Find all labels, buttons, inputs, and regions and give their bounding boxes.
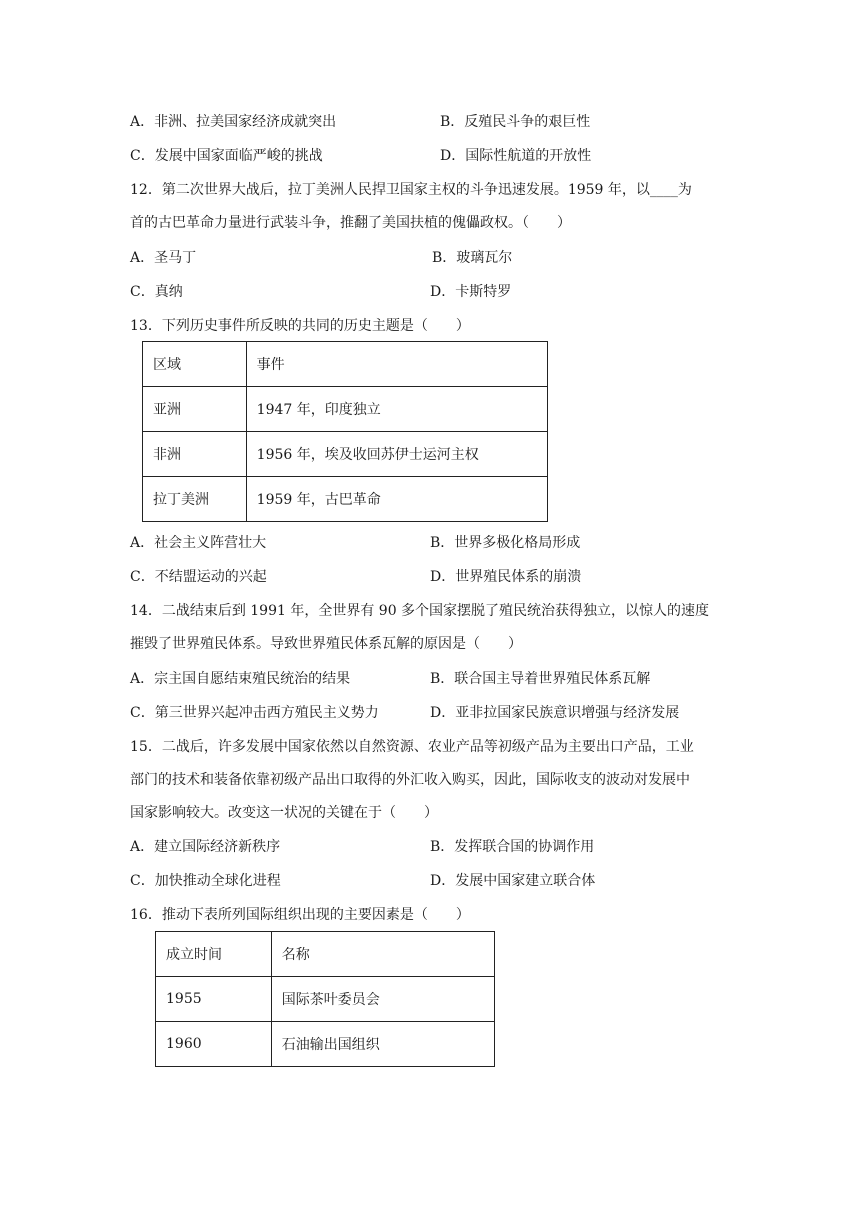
q14-stem-line-2: 摧毁了世界殖民体系。导致世界殖民体系瓦解的原因是（ ）	[130, 636, 522, 652]
q14-option-d[interactable]: D．亚非拉国家民族意识增强与经济发展	[430, 705, 680, 721]
option-letter: A	[130, 250, 141, 266]
q13-table	[142, 341, 548, 522]
option-letter: C	[130, 873, 141, 889]
option-text: 世界多极化格局形成	[454, 535, 581, 551]
table-header-cell: 区域	[143, 342, 247, 387]
table-cell: 1947 年，印度独立	[246, 387, 547, 432]
option-letter: C	[130, 284, 141, 300]
option-letter: D	[430, 873, 442, 889]
q11-option-a[interactable]: A．非洲、拉美国家经济成就突出	[130, 114, 337, 130]
q12-option-b[interactable]: B．玻璃瓦尔	[432, 250, 513, 266]
q15-option-a[interactable]: A．建立国际经济新秩序	[130, 839, 281, 855]
table-cell: 1959 年，古巴革命	[246, 477, 547, 522]
table-header-row	[156, 932, 495, 977]
q11-option-b[interactable]: B．反殖民斗争的艰巨性	[440, 114, 591, 130]
option-text: 真纳	[154, 284, 183, 300]
option-letter: D	[430, 705, 442, 721]
option-text: 世界殖民体系的崩溃	[455, 569, 582, 585]
option-text: 宗主国自愿结束殖民统治的结果	[154, 671, 351, 687]
table-cell: 1955	[156, 977, 272, 1022]
option-letter: C	[130, 705, 141, 721]
q13-option-a[interactable]: A．社会主义阵营壮大	[130, 535, 267, 551]
option-letter: A	[130, 535, 141, 551]
option-letter: B	[440, 114, 451, 130]
option-text: 亚非拉国家民族意识增强与经济发展	[455, 705, 680, 721]
option-text: 反殖民斗争的艰巨性	[464, 114, 591, 130]
option-letter: A	[130, 839, 141, 855]
q15-stem-line-3: 国家影响较大。改变这一状况的关键在于（ ）	[130, 805, 438, 821]
option-text: 发挥联合国的协调作用	[454, 839, 595, 855]
table-row	[156, 977, 495, 1022]
option-letter: D	[440, 148, 452, 164]
option-text: 发展中国家建立联合体	[455, 873, 596, 889]
option-text: 建立国际经济新秩序	[154, 839, 281, 855]
q15-stem-line-1: 15．二战后，许多发展中国家依然以自然资源、农业产品等初级产品为主要出口产品，工业	[130, 739, 694, 755]
q15-stem-line-2: 部门的技术和装备依靠初级产品出口取得的外汇收入购买，因此，国际收支的波动对发展中	[130, 772, 690, 788]
q13-option-b[interactable]: B．世界多极化格局形成	[430, 535, 581, 551]
q15-option-b[interactable]: B．发挥联合国的协调作用	[430, 839, 595, 855]
option-letter: A	[130, 671, 141, 687]
q12-option-a[interactable]: A．圣马丁	[130, 250, 197, 266]
q12-stem-line-1: 12．第二次世界大战后，拉丁美洲人民捍卫国家主权的斗争迅速发展。1959 年，以____为	[130, 182, 692, 198]
option-text: 加快推动全球化进程	[154, 873, 281, 889]
table-row	[143, 432, 548, 477]
q12-stem-line-2: 首的古巴革命力量进行武装斗争，推翻了美国扶植的傀儡政权。（ ）	[130, 215, 571, 231]
q11-option-c[interactable]: C．发展中国家面临严峻的挑战	[130, 148, 323, 164]
q14-option-a[interactable]: A．宗主国自愿结束殖民统治的结果	[130, 671, 351, 687]
table-cell: 石油输出国组织	[271, 1022, 494, 1067]
table-row	[156, 1022, 495, 1067]
q12-option-c[interactable]: C．真纳	[130, 284, 183, 300]
option-text: 圣马丁	[154, 250, 197, 266]
option-letter: B	[430, 671, 441, 687]
option-letter: D	[430, 569, 442, 585]
option-letter: B	[430, 535, 441, 551]
q14-stem-line-1: 14．二战结束后到 1991 年，全世界有 90 多个国家摆脱了殖民统治获得独立，以惊人的速度	[130, 603, 710, 619]
table-cell: 1960	[156, 1022, 272, 1067]
table-row	[143, 387, 548, 432]
option-letter: A	[130, 114, 141, 130]
table-cell: 1956 年，埃及收回苏伊士运河主权	[246, 432, 547, 477]
q14-option-b[interactable]: B．联合国主导着世界殖民体系瓦解	[430, 671, 651, 687]
table-cell: 亚洲	[143, 387, 247, 432]
q13-stem: 13．下列历史事件所反映的共同的历史主题是（ ）	[130, 318, 470, 334]
option-text: 玻璃瓦尔	[456, 250, 513, 266]
option-letter: D	[430, 284, 442, 300]
option-letter: C	[130, 148, 141, 164]
table-header-cell: 成立时间	[156, 932, 272, 977]
table-header-cell: 事件	[246, 342, 547, 387]
option-text: 联合国主导着世界殖民体系瓦解	[454, 671, 651, 687]
table-row	[143, 477, 548, 522]
q12-option-d[interactable]: D．卡斯特罗	[430, 284, 512, 300]
q11-option-d[interactable]: D．国际性航道的开放性	[440, 148, 592, 164]
option-letter: C	[130, 569, 141, 585]
option-text: 不结盟运动的兴起	[154, 569, 267, 585]
option-text: 国际性航道的开放性	[465, 148, 592, 164]
q14-option-c[interactable]: C．第三世界兴起冲击西方殖民主义势力	[130, 705, 379, 721]
option-letter: B	[430, 839, 441, 855]
q15-option-c[interactable]: C．加快推动全球化进程	[130, 873, 281, 889]
q13-option-d[interactable]: D．世界殖民体系的崩溃	[430, 569, 582, 585]
q15-option-d[interactable]: D．发展中国家建立联合体	[430, 873, 596, 889]
option-text: 第三世界兴起冲击西方殖民主义势力	[154, 705, 379, 721]
q13-option-c[interactable]: C．不结盟运动的兴起	[130, 569, 267, 585]
option-text: 非洲、拉美国家经济成就突出	[154, 114, 337, 130]
table-header-cell: 名称	[271, 932, 494, 977]
table-cell: 非洲	[143, 432, 247, 477]
option-letter: B	[432, 250, 443, 266]
table-cell: 拉丁美洲	[143, 477, 247, 522]
table-cell: 国际茶叶委员会	[271, 977, 494, 1022]
q16-table	[155, 931, 495, 1067]
table-header-row	[143, 342, 548, 387]
option-text: 社会主义阵营壮大	[154, 535, 267, 551]
q16-stem: 16．推动下表所列国际组织出现的主要因素是（ ）	[130, 907, 470, 923]
option-text: 发展中国家面临严峻的挑战	[154, 148, 323, 164]
option-text: 卡斯特罗	[455, 284, 512, 300]
